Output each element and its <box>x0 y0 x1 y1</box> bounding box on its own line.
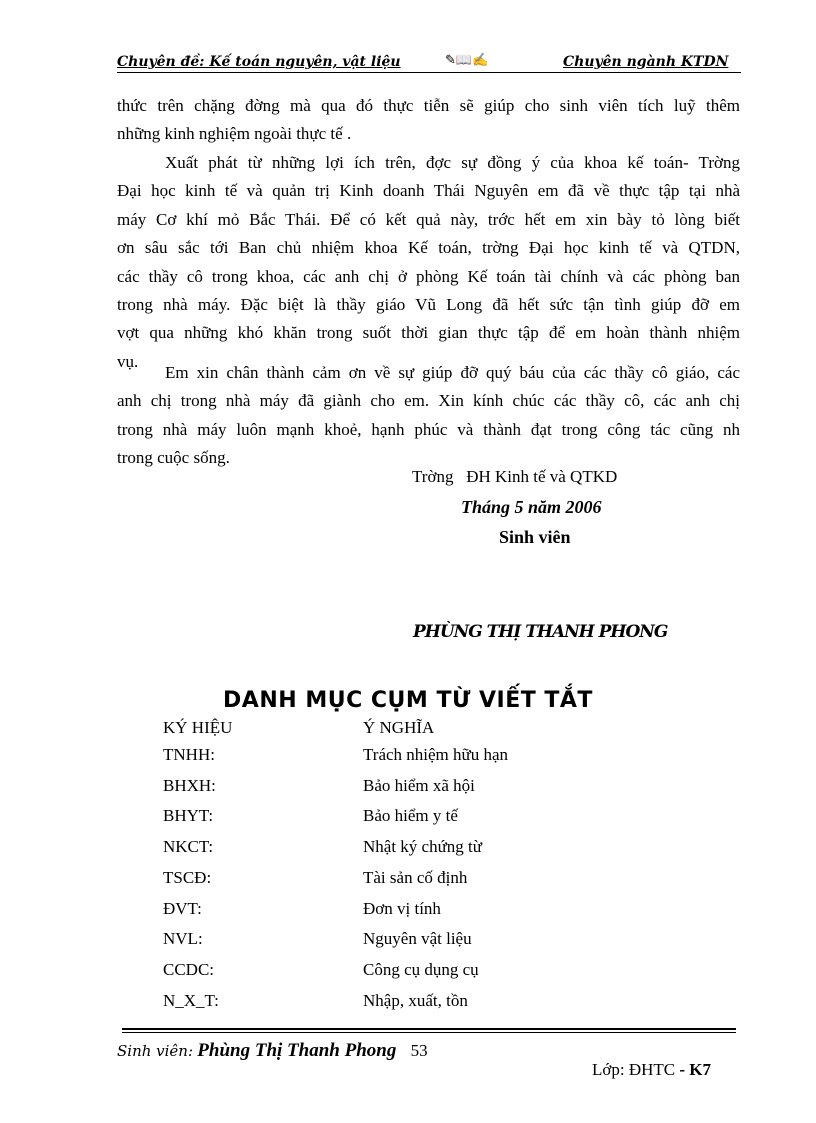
body-line: ơn sâu sắc tới Ban chủ nhiệm khoa Kế toán, trờng Đại học kinh tế và QTDN, <box>117 238 740 258</box>
header-major: Chuyên ngành KTDN <box>563 54 729 70</box>
column-header-symbol: KÝ HIỆU <box>163 718 233 737</box>
signature-school: Trờng ĐH Kinh tế và QTKD <box>412 467 618 486</box>
header-rule <box>117 72 741 73</box>
footer-rule-top <box>122 1028 736 1030</box>
abbreviation-code: BHYT: <box>163 806 214 826</box>
body-line: Đại học kinh tế và quản trị Kinh doanh Thái Nguyên em đã về thực tập tại nhà <box>117 181 740 201</box>
abbreviation-code: ĐVT: <box>163 898 202 918</box>
abbreviation-meaning: Đơn vị tính <box>363 898 441 918</box>
column-header-meaning: Ý NGHĨA <box>363 718 435 737</box>
footer-student-label: Sinh viên: <box>117 1042 194 1060</box>
header-topic: Chuyên đề: Kế toán nguyên, vật liệu <box>117 54 401 70</box>
abbreviation-code: CCDC: <box>163 959 215 979</box>
body-line: máy Cơ khí mỏ Bắc Thái. Để có kết quả này, trớc hết em xin bày tỏ lòng biết <box>117 209 740 229</box>
abbreviation-meaning: Bảo hiểm xã hội <box>363 775 475 795</box>
abbreviation-meaning: Trách nhiệm hữu hạn <box>363 745 509 764</box>
footer-student-name: Phùng Thị Thanh Phong <box>197 1040 397 1061</box>
footer-rule-bottom <box>122 1032 736 1033</box>
abbreviations-title: DANH MỤC CỤM TỪ VIẾT TẮT <box>223 688 593 713</box>
abbreviation-meaning: Nhập, xuất, tồn <box>363 990 468 1010</box>
abbreviation-meaning: Nhật ký chứng từ <box>363 837 482 857</box>
abbreviation-code: TSCĐ: <box>163 867 212 887</box>
signature-name: PHÙNG THỊ THANH PHONG <box>413 622 668 642</box>
body-line: Xuất phát từ những lợi ích trên, đợc sự đồng ý của khoa kế toán- Trờng <box>165 153 740 172</box>
page-number: 53 <box>410 1041 428 1060</box>
abbreviation-code: NVL: <box>163 929 203 949</box>
body-line: vụ. <box>117 351 139 371</box>
abbreviation-meaning: Tài sản cố định <box>363 867 468 887</box>
body-line: thức trên chặng đờng mà qua đó thực tiễn sẽ giúp cho sinh viên tích luỹ thêm <box>117 96 740 115</box>
body-line: các thầy cô trong khoa, các anh chị ở phòng Kế toán tài chính và các phòng ban <box>117 266 740 286</box>
body-line: trong cuộc sống. <box>117 448 230 468</box>
body-line: những kinh nghiệm ngoài thực tế . <box>117 124 352 144</box>
abbreviation-meaning: Bảo hiểm y tế <box>363 806 458 826</box>
footer-class-code: - K7 <box>679 1060 712 1079</box>
signature-role: Sinh viên <box>499 527 571 547</box>
footer-class-label: Lớp: ĐHTC <box>592 1060 676 1079</box>
body-line: trong nhà máy. Đặc biệt là thầy giáo Vũ Long đã hết sức tận tình giúp đỡ em <box>117 295 740 314</box>
signature-date: Tháng 5 năm 2006 <box>461 497 602 517</box>
footer-class <box>592 1060 711 1080</box>
abbreviation-code: NKCT: <box>163 837 214 857</box>
body-line: anh chị trong nhà máy đã giành cho em. Xin kính chúc các thầy cô, các anh chị <box>117 391 740 411</box>
abbreviation-code: BHXH: <box>163 775 216 795</box>
footer-student <box>117 1040 428 1062</box>
body-line: vợt qua những khó khăn trong suốt thời gian thực tập để em hoàn thành nhiệm <box>117 323 740 343</box>
abbreviation-code: N_X_T: <box>163 990 219 1010</box>
book-ornament-icon: ✎📖✍ <box>445 52 489 67</box>
abbreviation-meaning: Công cụ dụng cụ <box>363 959 479 979</box>
body-line: Em xin chân thành cảm ơn về sự giúp đỡ quý báu của các thầy cô giáo, các <box>165 363 740 382</box>
abbreviation-meaning: Nguyên vật liệu <box>363 929 472 949</box>
body-line: trong nhà máy luôn mạnh khoẻ, hạnh phúc và thành đạt trong công tác cũng nh <box>117 419 740 439</box>
abbreviation-code: TNHH: <box>163 745 215 764</box>
